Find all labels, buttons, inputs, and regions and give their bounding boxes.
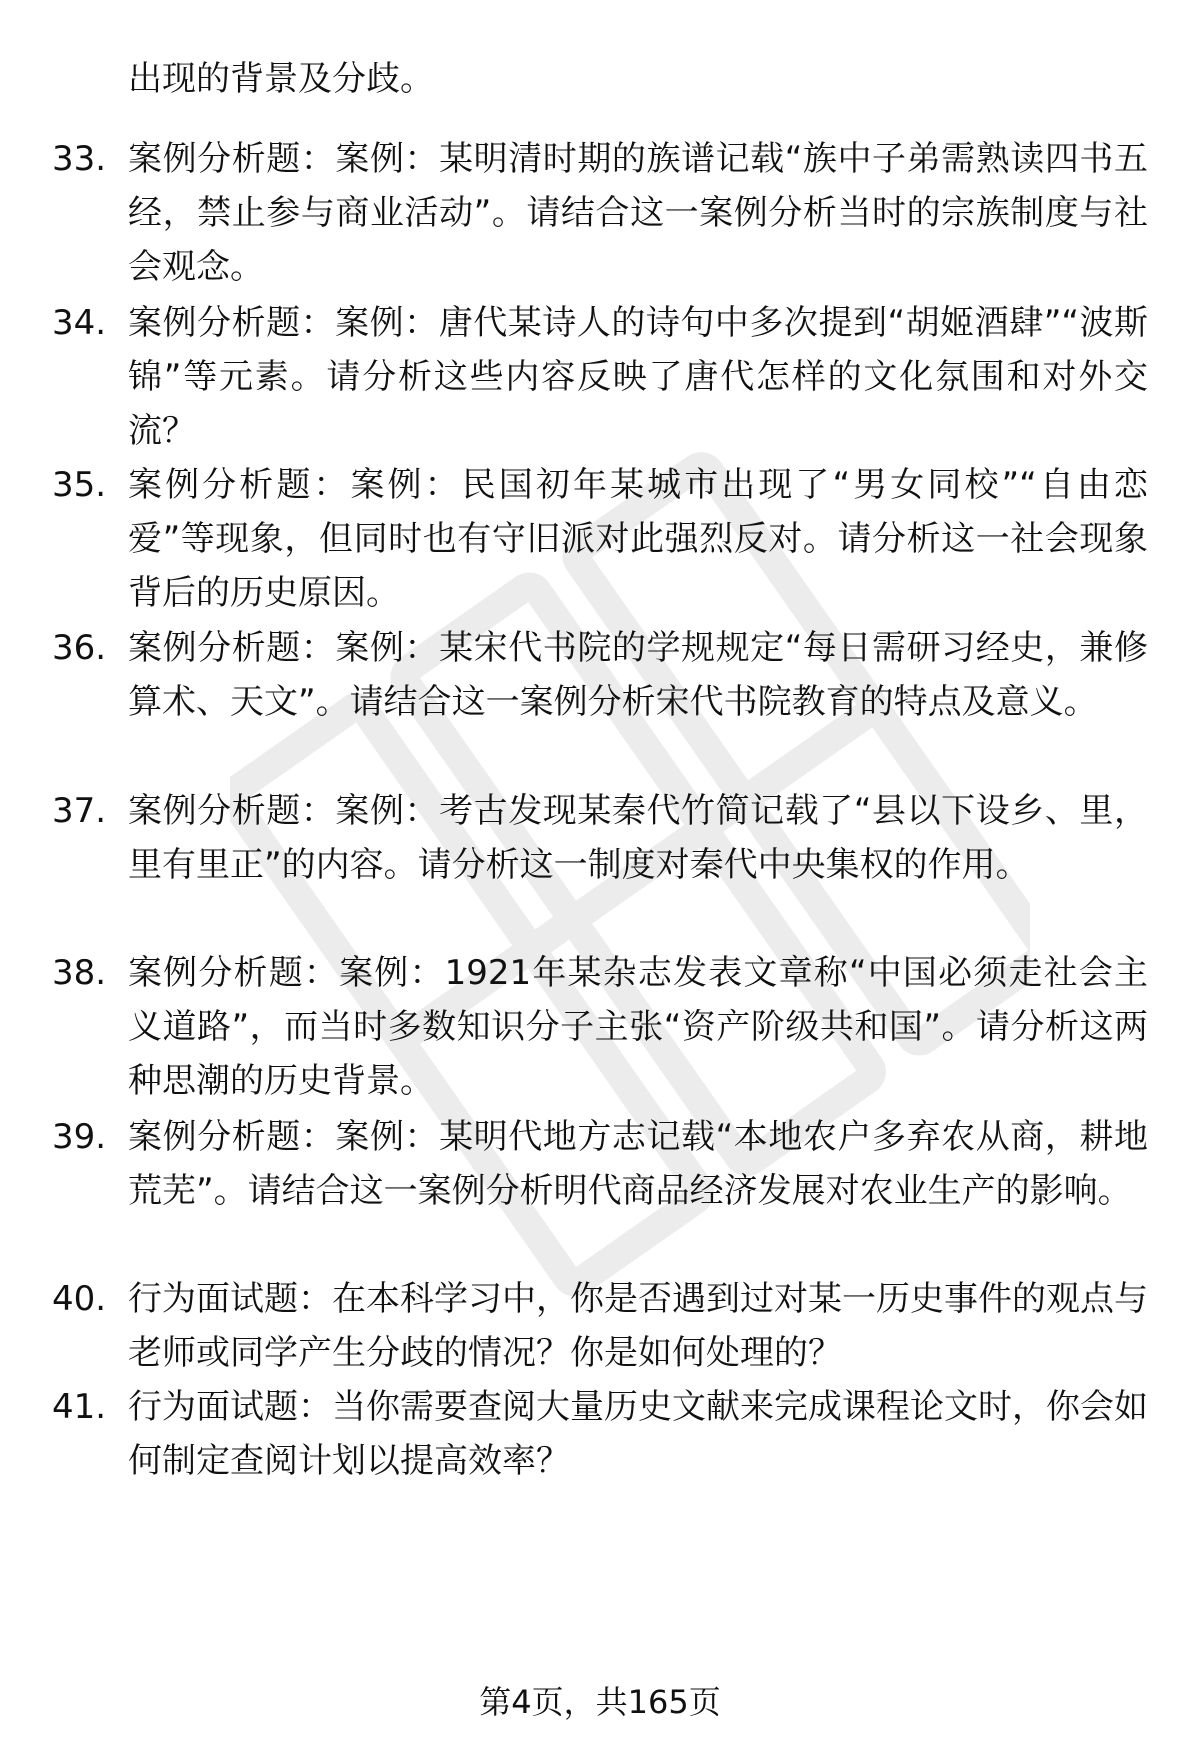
question-text: 案例分析题：案例：民国初年某城市出现了“男女同校”“自由恋爱”等现象，但同时也有守旧派对此强烈反对。请分析这一社会现象背后的历史原因。 <box>128 465 1148 613</box>
question-text: 案例分析题：案例：某明代地方志记载“本地农户多弃农从商，耕地荒芜”。请结合这一案例分析明代商品经济发展对农业生产的影响。 <box>128 1117 1148 1211</box>
question-number: 38. <box>52 953 107 993</box>
question-text: 行为面试题：当你需要查阅大量历史文献来完成课程论文时，你会如何制定查阅计划以提高效率？ <box>128 1387 1148 1481</box>
question-text: 案例分析题：案例：考古发现某秦代竹简记载了“县以下设乡、里，里有里正”的内容。请分析这一制度对秦代中央集权的作用。 <box>128 791 1148 885</box>
question-number: 36. <box>52 628 107 668</box>
question-number: 40. <box>52 1279 107 1319</box>
question-number: 41. <box>52 1387 107 1427</box>
question-text: 案例分析题：案例：某明清时期的族谱记载“族中子弟需熟读四书五经，禁止参与商业活动”。请结合这一案例分析当时的宗族制度与社会观念。 <box>128 139 1148 287</box>
question-text: 行为面试题：在本科学习中，你是否遇到过对某一历史事件的观点与老师或同学产生分歧的情况？你是如何处理的？ <box>128 1279 1148 1373</box>
continuation-text: 出现的背景及分歧。 <box>128 59 434 99</box>
question-number: 39. <box>52 1117 107 1157</box>
page-footer: 第4页，共165页 <box>479 1683 721 1721</box>
question-number: 34. <box>52 303 107 343</box>
question-number: 37. <box>52 791 107 831</box>
question-number: 35. <box>52 465 107 505</box>
question-text: 案例分析题：案例：某宋代书院的学规规定“每日需研习经史，兼修算术、天文”。请结合这一案例分析宋代书院教育的特点及意义。 <box>128 628 1148 722</box>
question-text: 案例分析题：案例：唐代某诗人的诗句中多次提到“胡姬酒肆”“波斯锦”等元素。请分析这些内容反映了唐代怎样的文化氛围和对外交流？ <box>128 303 1148 451</box>
question-text: 案例分析题：案例：1921年某杂志发表文章称“中国必须走社会主义道路”，而当时多数知识分子主张“资产阶级共和国”。请分析这两种思潮的历史背景。 <box>128 953 1148 1101</box>
question-number: 33. <box>52 139 107 179</box>
